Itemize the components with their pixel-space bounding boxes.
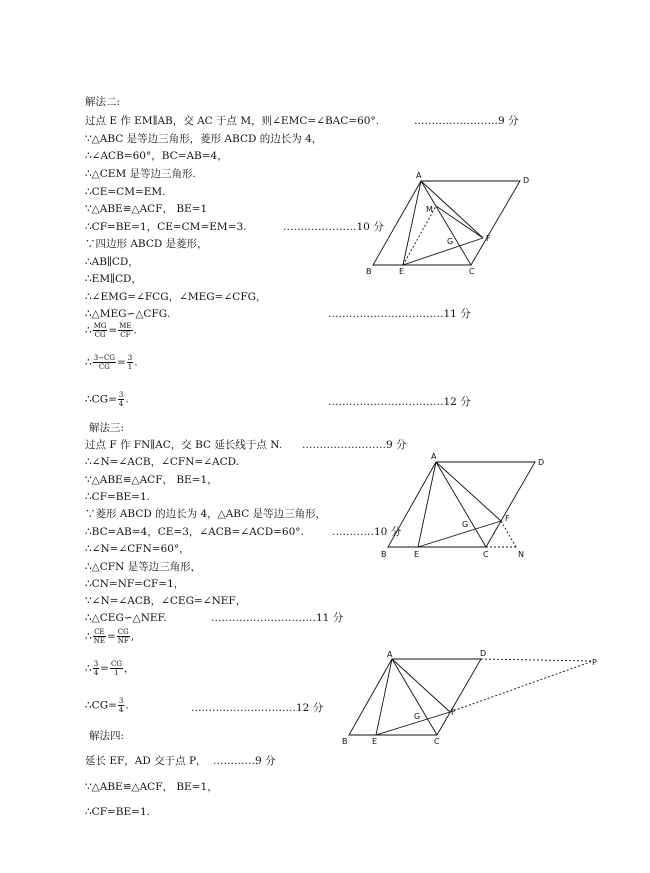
method3-line6: ∴BC=AB=4，CE=3，∠ACB=∠ACD=60°.	[85, 526, 304, 538]
method2-line3: ∴∠ACB=60°，BC=AB=4，	[85, 150, 228, 162]
label-a-3: A	[387, 650, 393, 659]
label-d-1: D	[523, 176, 530, 185]
label-b-3: B	[342, 737, 348, 746]
method2-line12: ∴△MEG∽△CFG.	[85, 308, 171, 320]
figure-3-labels	[342, 649, 597, 746]
method3-ratio1: ∴ $\frac{CE}{NE}$ = $\frac{CG}{NF}$ ,	[85, 628, 135, 645]
method3-line1-score: ……………………9 分	[302, 439, 407, 451]
method3-line10: ∵∠N=∠ACB，∠CEG=∠NEF，	[85, 595, 247, 607]
label-e-2: E	[414, 550, 420, 559]
method2-line11: ∴∠EMG=∠FCG，∠MEG=∠CFG，	[85, 291, 267, 303]
segment-mf-1	[436, 206, 483, 238]
method2-line12-score: ……………………………11 分	[328, 308, 471, 320]
method3-line8: ∴△CFN 是等边三角形，	[85, 561, 202, 573]
segment-af-3	[392, 659, 450, 712]
method3-line5: ∵菱形 ABCD 的边长为 4，△ABC 是等边三角形，	[85, 508, 327, 520]
label-a-2: A	[431, 452, 437, 461]
label-p-3: P	[592, 658, 597, 667]
method2-line8: ∵四边形 ABCD 是菱形，	[85, 238, 208, 250]
label-g-2: G	[462, 520, 469, 529]
label-f-2: F	[505, 514, 510, 523]
method4-line1: 延长 EF，AD 交于点 P，	[85, 755, 207, 767]
method2-line9: ∴AB∥CD，	[85, 256, 139, 268]
label-b-1: B	[366, 267, 372, 276]
segment-fp-dashed-3	[450, 661, 593, 712]
label-c-1: C	[469, 267, 475, 276]
segment-ac-3	[392, 659, 437, 735]
method2-line1-score: ……………………9 分	[414, 115, 519, 127]
method2-line6: ∵△ABE≌△ACF， BE=1	[85, 203, 208, 215]
label-a-1: A	[416, 171, 422, 180]
segment-ae-1	[403, 181, 421, 265]
label-g-3: G	[414, 712, 421, 721]
label-g-1: G	[447, 237, 454, 246]
method3-line4: ∴CF=BE=1.	[85, 491, 150, 503]
label-d-3: D	[480, 649, 487, 658]
method3-ratio2: ∴ $\frac{3}{4}$ = $\frac{CG}{1}$ ，	[85, 660, 135, 677]
method3-line9: ∴CN=NF=CF=1，	[85, 578, 185, 590]
method3-line7: ∴∠N=∠CFN=60°，	[85, 543, 190, 555]
segment-ac-1	[421, 181, 471, 265]
figure-2	[388, 462, 535, 547]
segment-em-dashed-1	[403, 206, 436, 265]
figure-2-labels	[381, 452, 544, 559]
method3-line11-score: …………………………11 分	[211, 612, 344, 624]
label-e-1: E	[399, 267, 405, 276]
method2-line1: 过点 E 作 EM∥AB，交 AC 于点 M，则∠EMC=∠BAC=60°.	[85, 115, 380, 127]
method4-heading: 解法四:	[89, 730, 125, 742]
segment-fn-dashed-2	[501, 521, 516, 547]
method2-result-score: ……………………………12 分	[328, 396, 471, 408]
segment-ae-2	[418, 462, 436, 547]
segment-dp-dashed-3	[481, 659, 593, 661]
method2-line5: ∴CE=CM=EM.	[85, 186, 166, 198]
method3-result-score: …………………………12 分	[191, 702, 324, 714]
label-c-2: C	[483, 550, 489, 559]
method4-line1-score: …………9 分	[213, 755, 276, 767]
method2-line10: ∴EM∥CD，	[85, 273, 142, 285]
label-n-2: N	[518, 550, 524, 559]
method2-line7: ∴CF=BE=1，CE=CM=EM=3.	[85, 221, 247, 233]
label-d-2: D	[538, 458, 545, 467]
method2-ratio2: ∴ $\frac{3-CG}{CG}$ = $\frac{3}{1}$ .	[85, 354, 138, 371]
figure-1-labels	[366, 171, 529, 276]
method3-line1: 过点 F 作 FN∥AC，交 BC 延长线于点 N.	[85, 439, 283, 451]
method3-result: ∴CG= $\frac{3}{4}$ .	[85, 697, 129, 714]
method2-line2: ∵△ABC 是等边三角形，菱形 ABCD 的边长为 4，	[85, 133, 323, 145]
label-f-3: F	[451, 708, 456, 717]
method2-result: ∴CG= $\frac{3}{4}$ .	[85, 391, 129, 408]
method2-line4: ∴△CEM 是等边三角形.	[85, 168, 196, 180]
label-m-1: M	[426, 205, 433, 214]
label-f-1: F	[486, 234, 491, 243]
label-e-3: E	[372, 737, 378, 746]
figure-3	[349, 659, 593, 735]
figure-1	[373, 181, 520, 265]
method3-line2: ∴∠N=∠ACB，∠CFN=∠ACD.	[85, 456, 239, 468]
segment-ef-1	[403, 238, 483, 265]
method3-line11: ∴△CEG∽△NEF.	[85, 612, 167, 624]
segment-ac-2	[436, 462, 486, 547]
method2-ratio1: ∴ $\frac{MG}{CG}$ = $\frac{ME}{CF}$ .	[85, 322, 137, 339]
method2-heading: 解法二:	[85, 96, 121, 108]
segment-af-2	[436, 462, 501, 521]
method4-line2: ∵△ABE≌△ACF， BE=1，	[85, 781, 218, 793]
segment-ae-3	[376, 659, 392, 735]
method3-line6-score: …………10 分	[332, 526, 402, 538]
label-b-2: B	[381, 550, 387, 559]
method2-line7-score: …………………10 分	[283, 221, 384, 233]
method3-heading: 解法三:	[89, 422, 125, 434]
label-c-3: C	[434, 737, 440, 746]
method4-line3: ∴CF=BE=1.	[85, 806, 150, 818]
method3-line3: ∵△ABE≌△ACF， BE=1，	[85, 474, 218, 486]
